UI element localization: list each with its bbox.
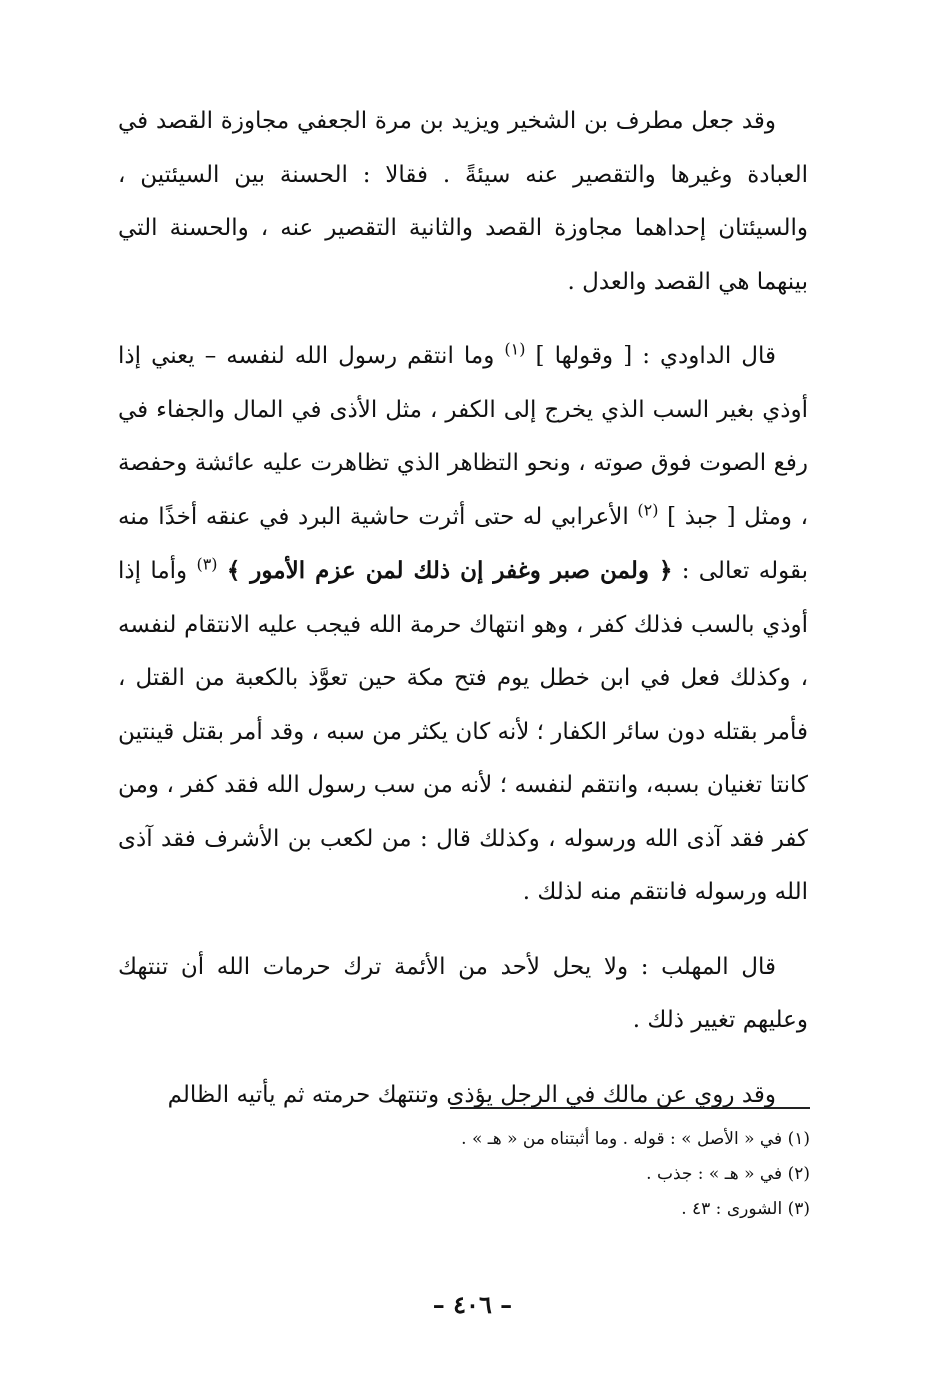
paragraph-3 bbox=[118, 941, 808, 1048]
footnote-ref-2: (٢) bbox=[637, 499, 659, 519]
footnote-2: (٢) في « هـ » : جذب . bbox=[646, 1164, 810, 1184]
main-text bbox=[118, 95, 808, 1122]
quran-verse: ﴿ ولمن صبر وغفر إن ذلك لمن عزم الأمور ﴾ bbox=[226, 557, 673, 584]
paragraph-1-text: وقد جعل مطرف بن الشخير ويزيد بن مرة الجعفي مجاوزة القصد في العبادة وغيرها والتقصير عنه سيئةً . فقالا : الحسنة بين السيئتين ، والسيئتان إحداهما مجاوزة القصد والثانية التقصير عنه ، والحسنة التي بينهما هي القصد والعدل . bbox=[118, 108, 808, 295]
footnote-ref-3: (٣) bbox=[196, 554, 218, 574]
footnote-3: (٣) الشورى : ٤٣ . bbox=[681, 1199, 810, 1219]
paragraph-2-part-b: وما انتقم رسول الله لنفسه – يعني إذا أوذي بغير السب الذي يخرج إلى الكفر ، مثل الأذى في المال والجفاء في رفع الصوت فوق صوته ، ونحو التظاهر الذي تظاهرت عليه عائشة وحفصة ، ومثل [ جبذ ] bbox=[118, 343, 808, 530]
paragraph-3-text: قال المهلب : ولا يحل لأحد من الأئمة ترك حرمات الله أن تنتهك وعليهم تغيير ذلك . bbox=[118, 953, 808, 1033]
paragraph-4-text: وقد روي عن مالك في الرجل يؤذى وتنتهك حرمته ثم يأتيه الظالم bbox=[167, 1081, 776, 1108]
paragraph-2-part-c: الأعرابي له حتى أثرت حاشية البرد في عنقه أخذًا منه بقوله تعالى : bbox=[118, 503, 808, 584]
paragraph-4 bbox=[118, 1069, 808, 1123]
footnote-separator bbox=[450, 1107, 810, 1109]
paragraph-2 bbox=[118, 330, 808, 920]
footnotes bbox=[300, 1122, 810, 1227]
footnote-ref-1: (١) bbox=[504, 339, 526, 359]
paragraph-1 bbox=[118, 95, 808, 309]
footnote-1: (١) في « الأصل » : قوله . وما أثبتناه من « هـ » . bbox=[461, 1129, 810, 1149]
paragraph-2-part-a: قال الداودي : [ وقولها ] bbox=[535, 343, 777, 369]
paragraph-2-part-d: وأما إذا أوذي بالسب فذلك كفر ، وهو انتهاك حرمة الله فيجب عليه الانتقام لنفسه ، وكذلك فعل في ابن خطل يوم فتح مكة حين تعوَّذ بالكعبة من القتل ، فأمر بقتله دون سائر الكفار ؛ لأنه كان يكثر من سبه ، وقد أمر بقتل قينتين كانتا تغنيان بسبه، وانتقم لنفسه ؛ لأنه من سب رسول الله فقد كفر ، ومن كفر فقد آذى الله ورسوله ، وكذلك قال : من لكعب بن الأشرف فقد آذى الله ورسوله فانتقم منه لذلك . bbox=[118, 558, 808, 905]
page-number: – ٤٠٦ – bbox=[432, 1290, 513, 1319]
